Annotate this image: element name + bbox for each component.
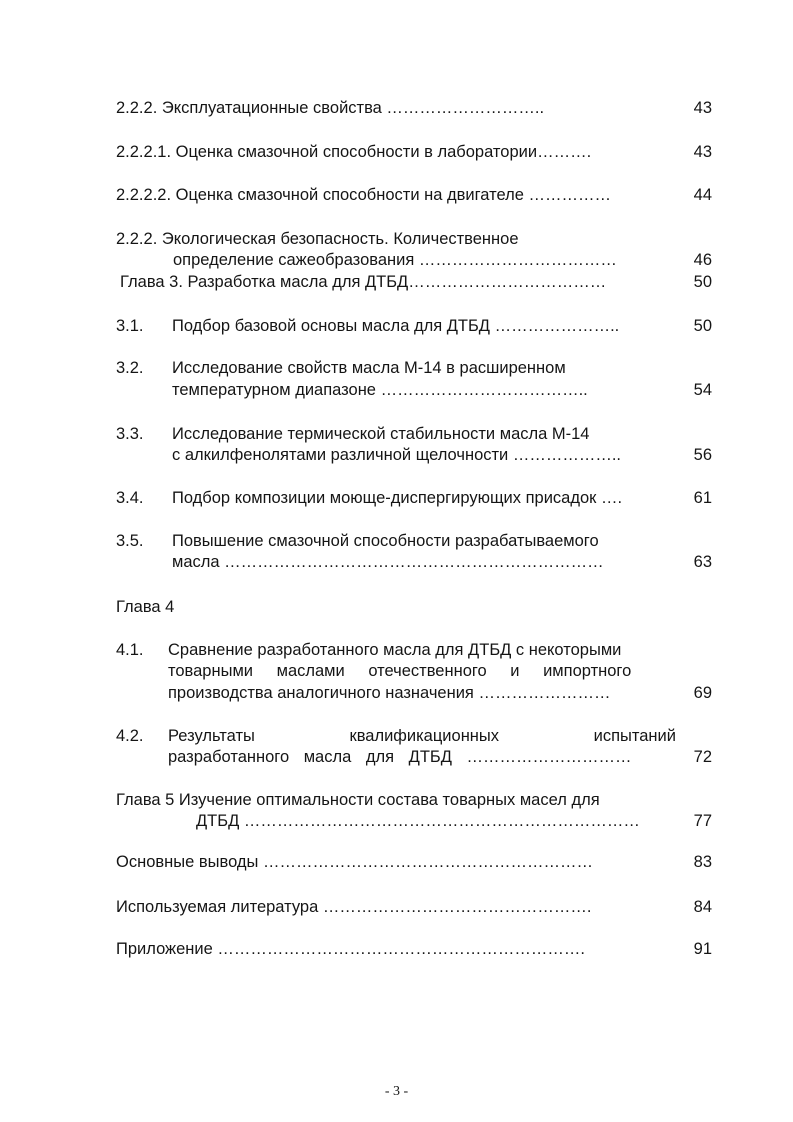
toc-entry-4-1-page: 69: [693, 684, 712, 702]
toc-entry-4-2-line2: разработанного масла для ДТБД …………………………: [168, 748, 632, 766]
page-number: - 3 -: [384, 1084, 409, 1099]
toc-entry-3-3-label: 3.3.: [116, 425, 144, 443]
toc-entry-3-1-page: 50: [693, 317, 712, 335]
toc-chapter-4-heading: Глава 4: [116, 598, 175, 616]
toc-entry-3-4-label: 3.4.: [116, 489, 144, 507]
toc-entry-3-5-label: 3.5.: [116, 532, 144, 550]
toc-entry-2-2-2-1-text: 2.2.2.1. Оценка смазочной способности в лаборатории……….: [116, 143, 592, 161]
toc-entry-3-4-page: 61: [693, 489, 712, 507]
toc-entry-3-3-line2: с алкилфенолятами различной щелочности ………………..: [172, 446, 622, 464]
toc-conclusions-text: Основные выводы ……………………………………………………: [116, 853, 593, 871]
toc-entry-4-1-line1: Сравнение разработанного масла для ДТБД с некоторыми: [168, 641, 622, 659]
toc-entry-3-1-label: 3.1.: [116, 317, 144, 335]
toc-entry-3-3-line1: Исследование термической стабильности масла М-14: [172, 425, 590, 443]
toc-appendix-text: Приложение ………………………………………………………….: [116, 940, 585, 958]
toc-entry-3-5-line2: масла ……………………………………………………………: [172, 553, 604, 571]
toc-entry-2-2-2-page: 43: [693, 99, 712, 117]
toc-entry-ecology-line1: 2.2.2. Экологическая безопасность. Количественное: [116, 230, 519, 248]
toc-entry-3-2-line2: температурном диапазоне ………………………………..: [172, 381, 588, 399]
toc-entry-2-2-2-2-page: 44: [693, 186, 712, 204]
toc-chapter-3-text: Глава 3. Разработка масла для ДТБД………………………………: [120, 273, 607, 291]
toc-entry-2-2-2-text: 2.2.2. Эксплуатационные свойства ………………………..: [116, 99, 545, 117]
toc-entry-3-4-text: Подбор композиции моюще-диспергирующих присадок ….: [172, 489, 623, 507]
toc-entry-4-1-line2: товарными маслами отечественного и импортного: [168, 662, 632, 680]
toc-entry-3-2-line1: Исследование свойств масла М-14 в расширенном: [172, 359, 566, 377]
toc-entry-4-1-line3: производства аналогичного назначения ……………………: [168, 684, 611, 702]
toc-entry-3-2-label: 3.2.: [116, 359, 144, 377]
toc-entry-ecology-page: 46: [693, 251, 712, 269]
toc-conclusions-page: 83: [693, 853, 712, 871]
toc-chapter-5-line2: ДТБД ………………………………………………………………: [196, 812, 640, 830]
toc-entry-3-3-page: 56: [693, 446, 712, 464]
toc-appendix-page: 91: [693, 940, 712, 958]
toc-entry-3-5-page: 63: [693, 553, 712, 571]
toc-entry-3-2-page: 54: [693, 381, 712, 399]
toc-chapter-5-line1: Глава 5 Изучение оптимальности состава товарных масел для: [116, 791, 600, 809]
toc-entry-4-2-label: 4.2.: [116, 727, 144, 745]
toc-entry-2-2-2-2-text: 2.2.2.2. Оценка смазочной способности на двигателе ……………: [116, 186, 611, 204]
toc-entry-4-1-label: 4.1.: [116, 641, 144, 659]
toc-entry-ecology-line2: определение сажеобразования ………………………………: [173, 251, 617, 269]
toc-entry-4-2-page: 72: [693, 748, 712, 766]
toc-entry-4-2-line1: Результаты квалификационных испытаний: [168, 727, 676, 745]
toc-entry-2-2-2-1-page: 43: [693, 143, 712, 161]
toc-chapter-5-page: 77: [693, 812, 712, 830]
toc-entry-3-1-text: Подбор базовой основы масла для ДТБД …………………..: [172, 317, 620, 335]
toc-references-text: Используемая литература ………………………………………….: [116, 898, 592, 916]
toc-chapter-3-page: 50: [693, 273, 712, 291]
toc-entry-3-5-line1: Повышение смазочной способности разрабатываемого: [172, 532, 599, 550]
toc-references-page: 84: [693, 898, 712, 916]
